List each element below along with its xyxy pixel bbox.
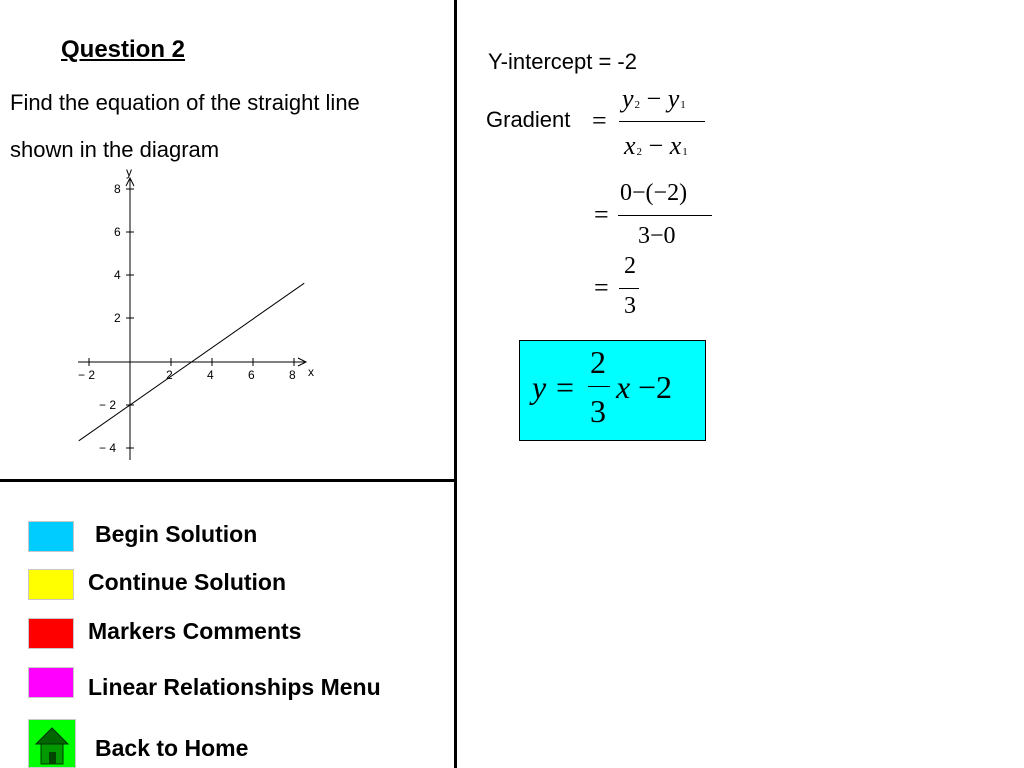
fraction-bar (619, 121, 705, 122)
linear-relationships-menu-label[interactable]: Linear Relationships Menu (88, 674, 381, 700)
gradient-formula-denominator: x2 − x1 (624, 131, 688, 160)
fraction-bar (588, 386, 610, 387)
y-tick-label: 2 (114, 311, 121, 325)
y-axis-label: y (126, 165, 132, 179)
y-tick-label: 6 (114, 225, 121, 239)
x-tick-label: 8 (289, 368, 296, 382)
gradient-result-denominator: 3 (624, 293, 636, 319)
begin-solution-button[interactable] (28, 521, 74, 552)
answer-y: y (532, 369, 547, 405)
gradient-label: Gradient (486, 107, 571, 132)
y-tick-label: 4 (114, 268, 121, 282)
continue-solution-button[interactable] (28, 569, 74, 600)
question-title: Question 2 (61, 36, 186, 63)
y-intercept-statement: Y-intercept = -2 (488, 49, 637, 74)
gradient-result-numerator: 2 (624, 253, 636, 279)
y-tick-label: 8 (114, 182, 121, 196)
equals-sign: = (594, 273, 609, 302)
x-tick-label: 2 (166, 368, 173, 382)
equals-sign: = (592, 106, 607, 135)
markers-comments-label[interactable]: Markers Comments (88, 618, 302, 644)
linear-relationships-menu-button[interactable] (28, 667, 74, 698)
x-axis-label: x (308, 365, 314, 379)
continue-solution-label[interactable]: Continue Solution (88, 569, 287, 595)
back-to-home-label[interactable]: Back to Home (95, 735, 249, 761)
gradient-formula-numerator: y2 − y1 (622, 84, 686, 113)
markers-comments-button[interactable] (28, 618, 74, 649)
coordinate-graph (70, 165, 320, 465)
answer-gradient-numerator: 2 (590, 344, 606, 380)
vertical-divider (454, 0, 457, 768)
substitution-denominator: 3−0 (638, 223, 676, 249)
fraction-bar (619, 288, 639, 289)
home-icon (29, 720, 75, 767)
x-tick-label: − 2 (78, 368, 96, 382)
question-text-line-1: Find the equation of the straight line (10, 90, 360, 115)
y-tick-label: − 4 (99, 441, 117, 455)
answer-x: x (616, 369, 631, 405)
x-tick-label: 4 (207, 368, 214, 382)
equals-sign: = (594, 200, 609, 229)
back-to-home-button[interactable] (28, 719, 76, 768)
fraction-bar (618, 215, 712, 216)
answer-box (519, 340, 706, 441)
substitution-numerator: 0−(−2) (620, 180, 688, 206)
begin-solution-label[interactable]: Begin Solution (95, 521, 258, 547)
horizontal-divider (0, 479, 456, 482)
x-tick-label: 6 (248, 368, 255, 382)
y-tick-label: − 2 (99, 398, 117, 412)
answer-gradient-denominator: 3 (590, 393, 606, 429)
answer-constant: −2 (638, 369, 673, 405)
answer-equals: = (556, 369, 575, 405)
question-text-line-2: shown in the diagram (10, 137, 220, 162)
